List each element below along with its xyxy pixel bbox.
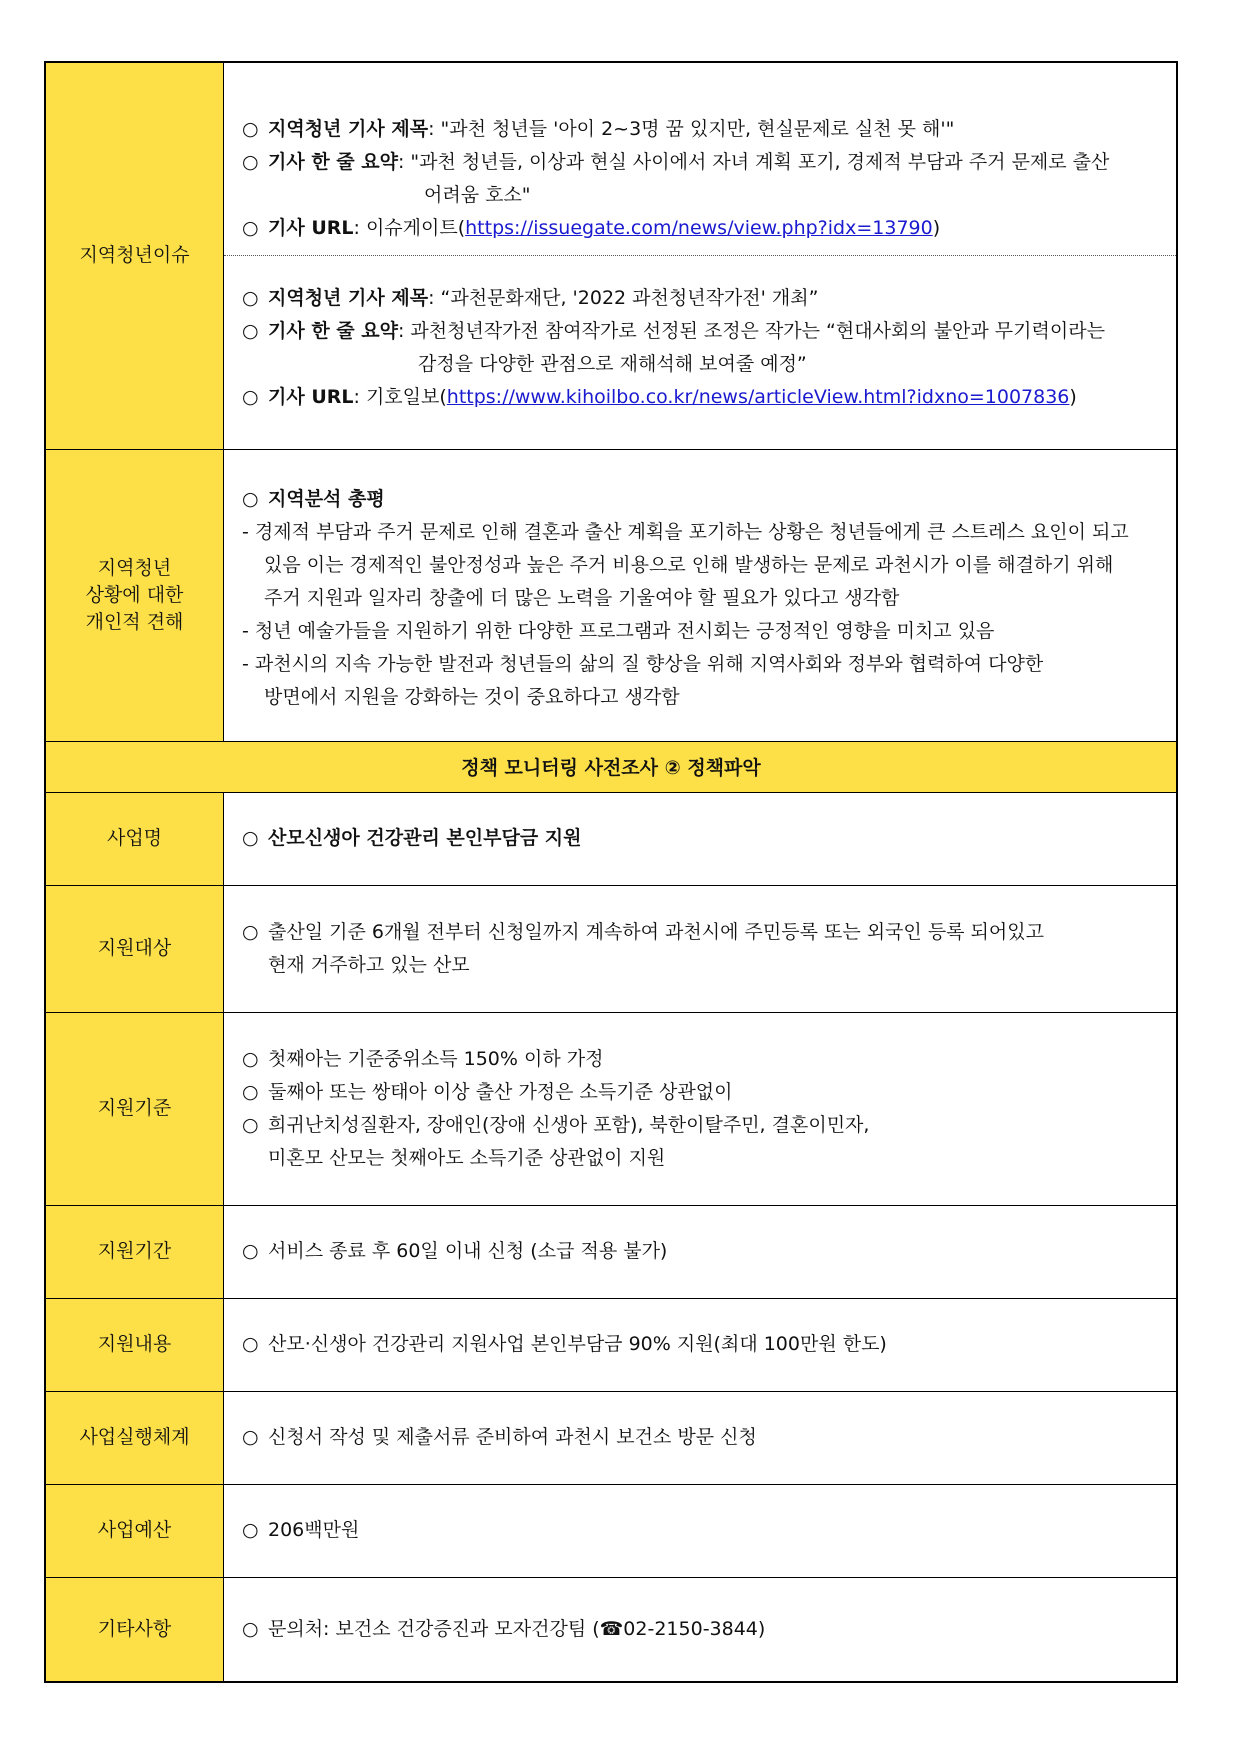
article-2-url: ○ 기사 URL: 기호일보(https://www.kihoilbo.co.kr/news/articleView.html?idxno=1007836) <box>242 381 1176 414</box>
opinion-point-1: - 경제적 부담과 주거 문제로 인해 결혼과 출산 계획을 포기하는 상황은 청년들에게 큰 스트레스 요인이 되고 <box>242 516 1164 549</box>
article-1-summary: ○ 기사 한 줄 요약: "과천 청년들, 이상과 현실 사이에서 자녀 계획 포기, 경제적 부담과 주거 문제로 출산 <box>242 146 1176 179</box>
target-label: 지원대상 <box>45 885 224 1012</box>
opinion-label: 지역청년 상황에 대한 개인적 견해 <box>45 449 224 741</box>
article-2-summary-cont: 감정을 다양한 관점으로 재해석해 보여줄 예정” <box>418 353 807 376</box>
period-label: 지원기간 <box>45 1205 224 1298</box>
period-value: ○ 서비스 종료 후 60일 이내 신청 (소급 적용 불가) <box>242 1235 1176 1268</box>
target-value: ○ 출산일 기준 6개월 전부터 신청일까지 계속하여 과천시에 주민등록 또는 외국인 등록 되어있고 <box>242 916 1176 949</box>
article-2-summary: ○ 기사 한 줄 요약: 과천청년작가전 참여작가로 선정된 조정은 작가는 “현대사회의 불안과 무기력이라는 <box>242 315 1176 348</box>
article-1-title: ○ 지역청년 기사 제목: "과천 청년들 '아이 2~3명 꿈 있지만, 현실문제로 실천 못 해'" <box>242 113 1176 146</box>
opinion-point-3: - 과천시의 지속 가능한 발전과 청년들의 삶의 질 향상을 위해 지역사회와 정부와 협력하여 다양한 <box>242 648 1164 681</box>
etc-value: ○ 문의처: 보건소 건강증진과 모자건강팀 (☎02-2150-3844) <box>242 1613 1176 1646</box>
article-1-link[interactable]: https://issuegate.com/news/view.php?idx=13790 <box>465 217 933 240</box>
article-1 <box>242 83 1176 255</box>
article-1-url: ○ 기사 URL: 이슈게이트(https://issuegate.com/news/view.php?idx=13790) <box>242 212 1176 245</box>
budget-label: 사업예산 <box>45 1484 224 1577</box>
policy-monitoring-table: 지역청년이슈 ○ 지역청년 기사 제목: "과천 청년들 '아이 2~3명 꿈 있지만, 현실문제로 실천 못 해'" ○ 기사 한 줄 요약: "과천 청년들, 이상과 현실 사이에서 자녀 계획 포기, 경제적 부담과 주거 문제로 출산 어려움 호소" ○ 기사 URL: 이슈게이트(https://issuegate.com/news/view.php?idx=13790) ○ 지역청년 기사 제목: “과천문화재단, '2022 과천청년작가전' 개최” ○ 기사 한 줄 요약: 과천청년작가전 참여작가로 선정된 조정은 작가는 “현대사회의 불안과 무기력이라는 감정을 다양한 관점으로 재해석해 보여줄 예정” ○ 기사 URL: 기호일보(https://www.kihoilbo.co.kr/news/articleView.html?idxno=1007836) 지역청년 상황에 대한 개인적 견해 ○ 지역분석 총평 - 경제적 부담과 주거 문제로 인해 결혼과 출산 계획을 포기하는 상황은 청년들에게 큰 스트레스 요인이 되고 있음 이는 경제적인 불안정성과 높은 주거 비용으로 인해 발생하는 문제로 과천시가 이를 해결하기 위해 주거 지원과 일자리 창출에 더 많은 노력을 기울여야 할 필요가 있다고 생각함 - 청년 예술가들을 지원하기 위한 다양한 프로그램과 전시회는 긍정적인 영향을 미치고 있음 - 과천시의 지속 가능한 발전과 청년들의 삶의 질 향상을 위해 지역사회와 정부와 협력하여 다양한 방면에서 지원을 강화하는 것이 중요하다고 생각함 정책 모니터링 사전조사 ② 정책파악 사업명 ○ 산모신생아 건강관리 본인부담금 지원 지원대상 ○ 출산일 기준 6개월 전부터 신청일까지 계속하여 과천시에 주민등록 또는 외국인 등록 되어있고 현재 거주하고 있는 산모 지원기준 ○ 첫째아는 기준중위소득 150% 이하 가정 ○ 둘째아 또는 쌍태아 이상 출산 가정은 소득기준 상관없이 ○ 희귀난치성질환자, 장애인(장애 신생아 포함), 북한이탈주민, 결혼이민자, 미혼모 산모는 첫째아도 소득기준 상관없이 지원 지원기간 ○ 서비스 종료 후 60일 이내 신청 (소급 적용 불가) 지원내용 ○ 산모·신생아 건강관리 지원사업 본인부담금 90% 지원(최대 100만원 한도) 사업실행체계 ○ 신청서 작성 및 제출서류 준비하여 과천시 보건소 방문 신청 사업예산 ○ 206백만원 기타사항 ○ 문의처: 보건소 건강증진과 모자건강팀 (☎02-2150-3844) <box>44 61 1178 1683</box>
project-name-label: 사업명 <box>45 792 224 885</box>
etc-label: 기타사항 <box>45 1577 224 1682</box>
issue-content <box>224 62 1178 449</box>
system-label: 사업실행체계 <box>45 1391 224 1484</box>
criteria-item-1: ○ 첫째아는 기준중위소득 150% 이하 가정 <box>242 1043 1176 1076</box>
section-banner: 정책 모니터링 사전조사 ② 정책파악 <box>45 741 1177 792</box>
issue-label: 지역청년이슈 <box>45 62 224 449</box>
article-2-title: ○ 지역청년 기사 제목: “과천문화재단, '2022 과천청년작가전' 개최” <box>242 282 1176 315</box>
opinion-point-2: - 청년 예술가들을 지원하기 위한 다양한 프로그램과 전시회는 긍정적인 영향을 미치고 있음 <box>242 615 1164 648</box>
article-2 <box>242 256 1176 428</box>
project-name-value: ○ 산모신생아 건강관리 본인부담금 지원 <box>242 822 1176 855</box>
opinion-content: ○ 지역분석 총평 - 경제적 부담과 주거 문제로 인해 결혼과 출산 계획을 포기하는 상황은 청년들에게 큰 스트레스 요인이 되고 있음 이는 경제적인 불안정성과 높은 주거 비용으로 인해 발생하는 문제로 과천시가 이를 해결하기 위해 주거 지원과 일자리 창출에 더 많은 노력을 기울여야 할 필요가 있다고 생각함 - 청년 예술가들을 지원하기 위한 다양한 프로그램과 전시회는 긍정적인 영향을 미치고 있음 - 과천시의 지속 가능한 발전과 청년들의 삶의 질 향상을 위해 지역사회와 정부와 협력하여 다양한 방면에서 지원을 강화하는 것이 중요하다고 생각함 <box>224 449 1178 741</box>
article-2-link[interactable]: https://www.kihoilbo.co.kr/news/articleView.html?idxno=1007836 <box>446 386 1070 409</box>
criteria-item-3: ○ 희귀난치성질환자, 장애인(장애 신생아 포함), 북한이탈주민, 결혼이민자, <box>242 1109 1176 1142</box>
budget-value: ○ 206백만원 <box>242 1514 1176 1547</box>
content-label: 지원내용 <box>45 1298 224 1391</box>
content-value: ○ 산모·신생아 건강관리 지원사업 본인부담금 90% 지원(최대 100만원 한도) <box>242 1328 1176 1361</box>
criteria-label: 지원기준 <box>45 1012 224 1205</box>
criteria-item-2: ○ 둘째아 또는 쌍태아 이상 출산 가정은 소득기준 상관없이 <box>242 1076 1176 1109</box>
opinion-heading: ○ 지역분석 총평 <box>242 483 1164 516</box>
system-value: ○ 신청서 작성 및 제출서류 준비하여 과천시 보건소 방문 신청 <box>242 1421 1176 1454</box>
article-1-summary-cont: 어려움 호소" <box>424 184 531 207</box>
